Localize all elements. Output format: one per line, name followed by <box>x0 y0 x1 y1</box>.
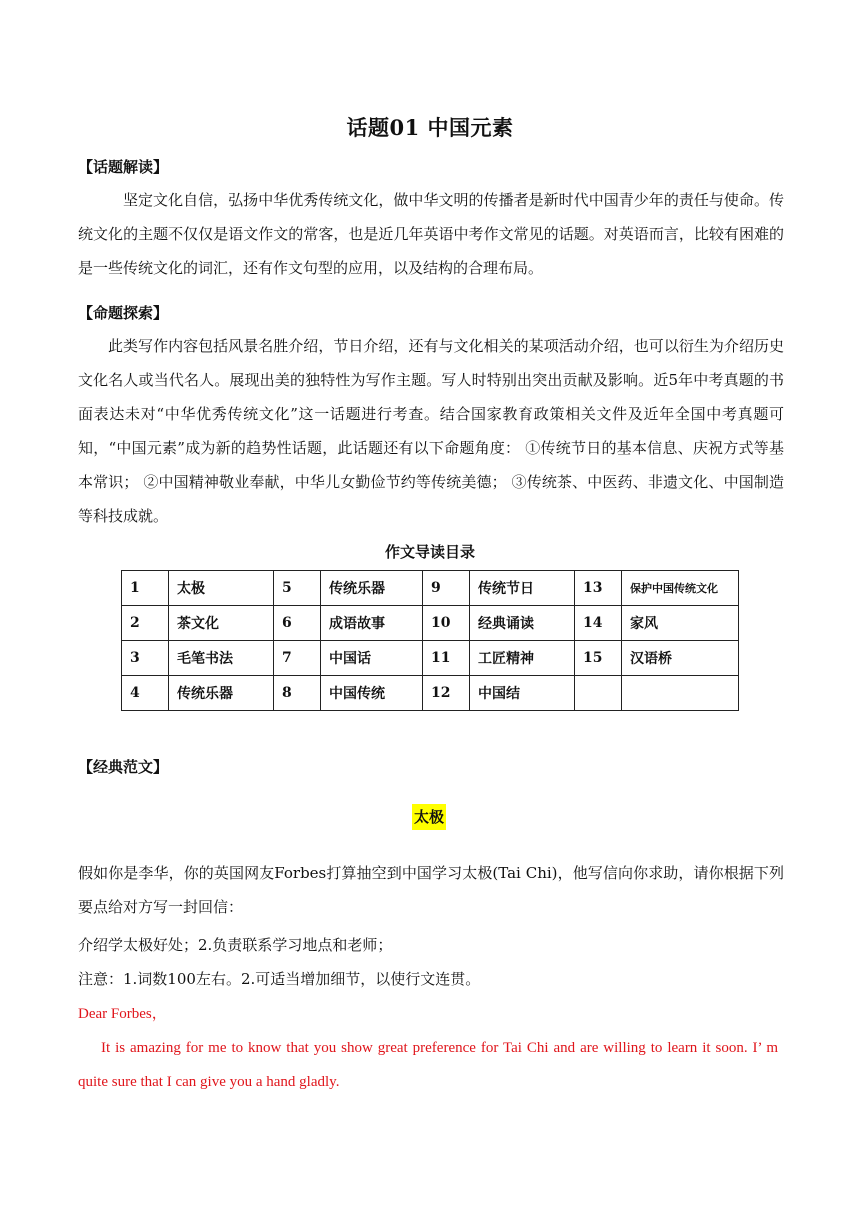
table-cell: 10 <box>423 606 470 641</box>
section-heading-topic-interpretation: 【话题解读】 <box>78 158 169 176</box>
table-cell: 茶文化 <box>169 606 274 641</box>
section-heading-proposition-exploration: 【命题探索】 <box>78 304 169 322</box>
page-title: 话题01 中国元素 <box>346 115 514 140</box>
table-cell: 毛笔书法 <box>169 641 274 676</box>
table-cell: 中国传统 <box>321 676 423 711</box>
table-cell: 传统乐器 <box>321 571 423 606</box>
table-cell: 8 <box>274 676 321 711</box>
table-row <box>122 571 739 606</box>
table-cell: 家风 <box>622 606 739 641</box>
table-cell: 中国结 <box>470 676 575 711</box>
table-cell: 传统乐器 <box>169 676 274 711</box>
essay-title-highlight: 太极 <box>412 804 446 830</box>
table-cell <box>575 676 622 711</box>
table-cell: 4 <box>122 676 169 711</box>
table-cell: 1 <box>122 571 169 606</box>
letter-greeting: Dear Forbes， <box>78 1006 167 1022</box>
letter-body: It is amazing for me to know that you show great preference for Tai Chi and are willing to learn it soon. I’ m quite sure that I can give you a hand gladly. <box>78 1040 778 1090</box>
table-cell: 2 <box>122 606 169 641</box>
table-cell: 传统节日 <box>470 571 575 606</box>
table-cell: 7 <box>274 641 321 676</box>
writing-note: 注意：1.词数100左右。2.可适当增加细节，以使行文连贯。 <box>78 970 481 988</box>
table-cell: 工匠精神 <box>470 641 575 676</box>
table-cell: 成语故事 <box>321 606 423 641</box>
section-heading-model-essay: 【经典范文】 <box>78 758 169 776</box>
table-cell: 3 <box>122 641 169 676</box>
table-cell: 14 <box>575 606 622 641</box>
table-row <box>122 676 739 711</box>
writing-prompt: 假如你是李华，你的英国网友Forbes打算抽空到中国学习太极(Tai Chi)，他写信向你求助，请你根据下列要点给对方写一封回信： <box>78 864 784 916</box>
topic-interpretation-paragraph: 坚定文化自信，弘扬中华优秀传统文化，做中华文明的传播者是新时代中国青少年的责任与使命。传统文化的主题不仅仅是语文作文的常客，也是近几年英语中考作文常见的话题。对英语而言，比较有困难的是一些传统文化的词汇，还有作文句型的应用，以及结构的合理布局。 <box>78 191 784 277</box>
table-cell: 12 <box>423 676 470 711</box>
table-cell: 中国话 <box>321 641 423 676</box>
table-row <box>122 606 739 641</box>
table-cell: 汉语桥 <box>622 641 739 676</box>
essay-guide-table <box>121 570 739 711</box>
table-cell: 5 <box>274 571 321 606</box>
table-cell <box>622 676 739 711</box>
table-cell: 15 <box>575 641 622 676</box>
table-cell: 9 <box>423 571 470 606</box>
table-cell: 保护中国传统文化 <box>622 571 739 606</box>
table-row <box>122 641 739 676</box>
table-caption: 作文导读目录 <box>384 543 475 561</box>
table-cell: 经典诵读 <box>470 606 575 641</box>
table-cell: 11 <box>423 641 470 676</box>
table-cell: 6 <box>274 606 321 641</box>
writing-point: 介绍学太极好处；2.负责联系学习地点和老师； <box>78 936 393 954</box>
table-cell: 太极 <box>169 571 274 606</box>
proposition-exploration-paragraph: 此类写作内容包括风景名胜介绍，节日介绍，还有与文化相关的某项活动介绍，也可以衍生为介绍历史文化名人或当代名人。展现出美的独特性为写作主题。写人时特别出突出贡献及影响。近5年中考真题的书面表达未对“中华优秀传统文化”这一话题进行考查。结合国家教育政策相关文件及近年全国中考真题可知，“中国元素”成为新的趋势性话题，此话题还有以下命题角度： ①传统节日的基本信息、庆祝方式等基本常识； ②中国精神敬业奉献，中华儿女勤俭节约等传统美德； ③传统茶、中医药、非遗文化、中国制造等科技成就。 <box>78 337 784 525</box>
table-cell: 13 <box>575 571 622 606</box>
